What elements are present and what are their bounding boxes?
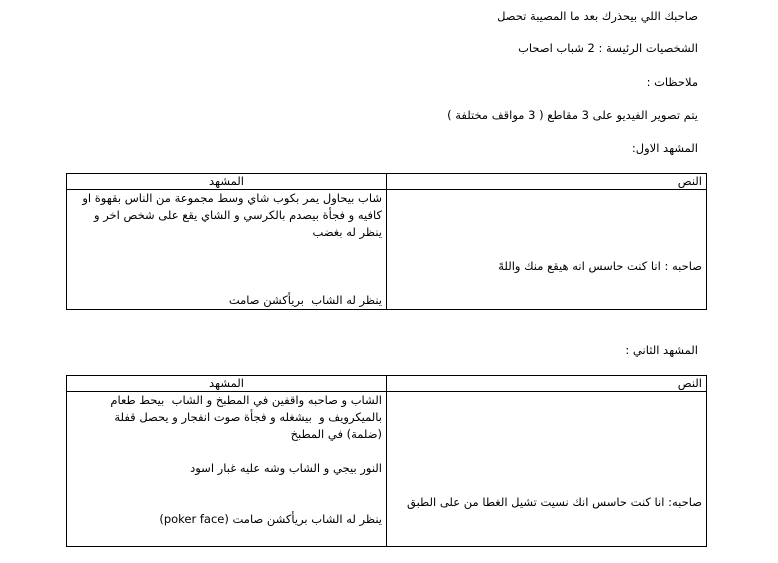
scene1-table <box>66 173 707 310</box>
scene1-line: كافيه و فجأة بيصدم بالكرسي و الشاي يقع على شخص اخر و <box>93 208 382 222</box>
scene1-speech: صاحبه : انا كنت حاسس انه هيقع منك واللهً <box>498 259 702 273</box>
scene2-line: (ضلمة) في المطبخ <box>290 427 382 441</box>
scene1-line: ينظر له بغضب <box>312 225 382 239</box>
scene1-col-scene: المشهد <box>67 174 387 190</box>
notes-text: يتم تصوير الفيديو على 3 مقاطع ( 3 مواقف مختلفة ) <box>447 108 698 122</box>
scene1-speech-cell <box>387 190 707 310</box>
scene2-speech-cell <box>387 392 707 547</box>
scene2-line: ينظر له الشاب بريأكشن صامت (poker face) <box>159 512 382 526</box>
scene1-scene-lines <box>71 190 382 309</box>
scene2-body-row <box>67 392 707 547</box>
scene1-line <box>71 258 382 275</box>
scene2-line: النور بيجي و الشاب وشه عليه غبار اسود <box>190 461 382 475</box>
scene2-header-row <box>67 376 707 392</box>
scene2-line <box>71 477 382 494</box>
scene1-heading: المشهد الاول: <box>631 141 698 155</box>
scene1-line <box>71 275 382 292</box>
document-title: صاحبك اللي بيحذرك بعد ما المصيبة تحصل <box>497 9 698 23</box>
scene1-scene-cell <box>67 190 387 310</box>
scene2-col-scene: المشهد <box>67 376 387 392</box>
scene1-header-row <box>67 174 707 190</box>
scene1-line: ينظر له الشاب بريأكشن صامت <box>228 293 382 307</box>
scene1-line <box>71 241 382 258</box>
scene2-scene-lines <box>71 392 382 528</box>
scene1-col-text: النص <box>387 174 707 190</box>
scene1-body-row <box>67 190 707 310</box>
scene2-line <box>71 443 382 460</box>
scene2-table <box>66 375 707 547</box>
scene2-scene-cell <box>67 392 387 547</box>
notes-label: ملاحظات : <box>646 75 698 89</box>
scene2-col-text: النص <box>387 376 707 392</box>
scene1-line: شاب بيحاول يمر بكوب شاي وسط مجموعة من الناس بقهوة او <box>82 191 382 205</box>
scene2-line: الشاب و صاحبه واقفين في المطبخ و الشاب بيحط طعام <box>110 393 382 407</box>
scene2-line: بالميكرويف و بيشغله و فجأة صوت انفجار و يحصل قفلة <box>114 410 382 424</box>
scene2-line <box>71 494 382 511</box>
scene2-heading: المشهد الثاني : <box>625 343 698 357</box>
characters-line: الشخصيات الرئيسة : 2 شباب اصحاب <box>518 41 698 55</box>
scene2-speech: صاحبه: انا كنت حاسس انك نسيت تشيل الغطا من على الطبق <box>407 495 702 509</box>
